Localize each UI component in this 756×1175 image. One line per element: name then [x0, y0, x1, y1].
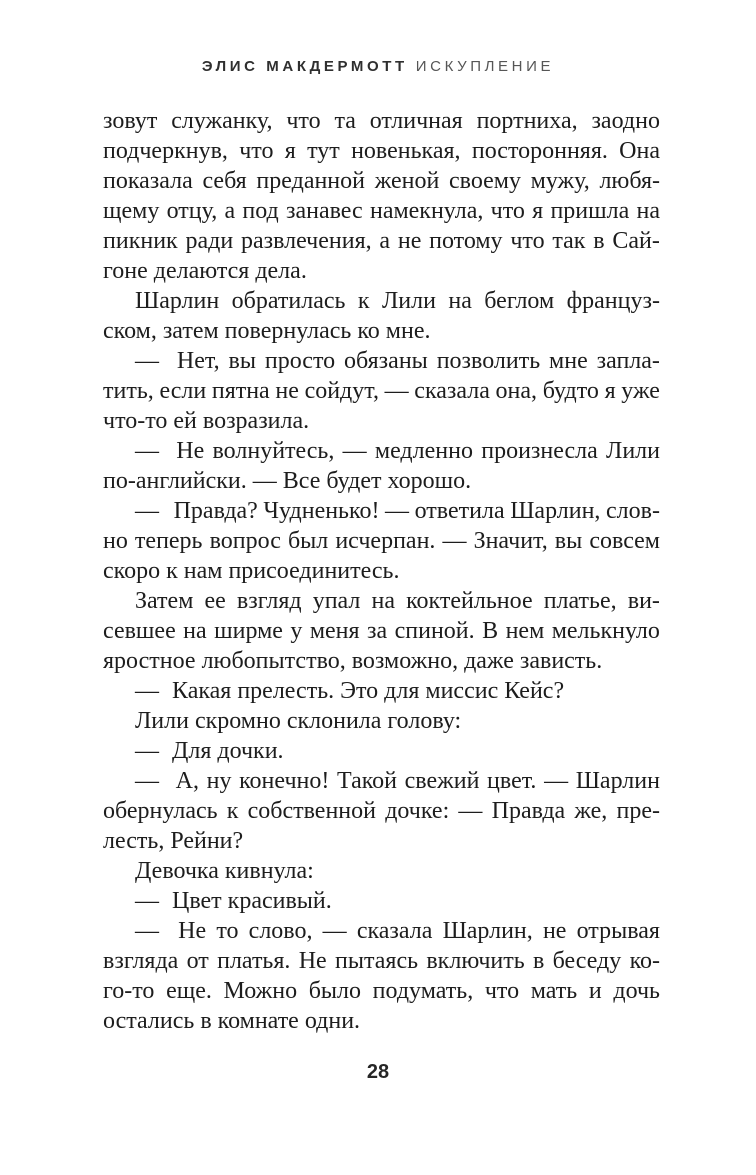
text-line: — Для дочки. [135, 738, 284, 764]
paragraph [103, 586, 660, 676]
paragraph [103, 736, 660, 766]
text-line: пикник ради развлечения, а не потому что так в Сай- [103, 228, 660, 254]
text-line: но теперь вопрос был исчерпан. — Значит, вы совсем [103, 528, 660, 554]
text-line: го-то еще. Можно было подумать, что мать и дочь [103, 978, 660, 1004]
book-text [103, 106, 660, 1036]
text-line: подчеркнув, что я тут новенькая, посторонняя. Она [103, 138, 660, 164]
paragraph [103, 766, 660, 856]
paragraph [103, 346, 660, 436]
paragraph [103, 706, 660, 736]
text-line: остались в комнате одни. [103, 1008, 361, 1034]
text-line: показала себя преданной женой своему мужу, любя- [103, 168, 660, 194]
text-line: по-английски. — Все будет хорошо. [103, 468, 472, 494]
paragraph [103, 106, 660, 286]
text-line: Шарлин обратилась к Лили на беглом француз- [135, 288, 660, 314]
paragraph [103, 856, 660, 886]
text-line: — Не то слово, — сказала Шарлин, не отрывая [135, 918, 660, 944]
text-line: тить, если пятна не сойдут, — сказала она, будто я уже [103, 378, 660, 404]
paragraph [103, 436, 660, 496]
text-line: что-то ей возразила. [103, 408, 310, 434]
text-line: зовут служанку, что та отличная портниха, заодно [103, 108, 660, 134]
paragraph [103, 676, 660, 706]
text-line: щему отцу, а под занавес намекнула, что я пришла на [103, 198, 660, 224]
text-line: ском, затем повернулась ко мне. [103, 318, 431, 344]
paragraph [103, 496, 660, 586]
paragraph [103, 286, 660, 346]
page-number: 28 [366, 1061, 390, 1083]
text-line: обернулась к собственной дочке: — Правда же, пре- [103, 798, 660, 824]
text-line: — Правда? Чудненько! — ответила Шарлин, слов- [135, 498, 660, 524]
text-line: гоне делаются дела. [103, 258, 307, 284]
paragraph [103, 916, 660, 1036]
text-line: — Цвет красивый. [135, 888, 332, 914]
text-line: лесть, Рейни? [103, 828, 244, 854]
running-header-author: ЭЛИС МАКДЕРМОТТ [201, 58, 408, 75]
text-line: скоро к нам присоединитесь. [103, 558, 400, 584]
text-line: Затем ее взгляд упал на коктейльное платье, ви- [135, 588, 660, 614]
running-header [0, 58, 756, 76]
text-line: — Не волнуйтесь, — медленно произнесла Лили [135, 438, 660, 464]
text-line: Девочка кивнула: [135, 858, 314, 884]
paragraph [103, 886, 660, 916]
text-line: Лили скромно склонила голову: [135, 708, 462, 734]
running-header-title: ИСКУПЛЕНИЕ [415, 58, 555, 75]
text-line: — А, ну конечно! Такой свежий цвет. — Шарлин [135, 768, 660, 794]
text-line: яростное любопытство, возможно, даже зависть. [103, 648, 603, 674]
text-line: севшее на ширме у меня за спиной. В нем мелькнуло [103, 618, 660, 644]
text-line: — Нет, вы просто обязаны позволить мне запла- [135, 348, 660, 374]
text-line: взгляда от платья. Не пытаясь включить в беседу ко- [103, 948, 660, 974]
text-line: — Какая прелесть. Это для миссис Кейс? [135, 678, 565, 704]
